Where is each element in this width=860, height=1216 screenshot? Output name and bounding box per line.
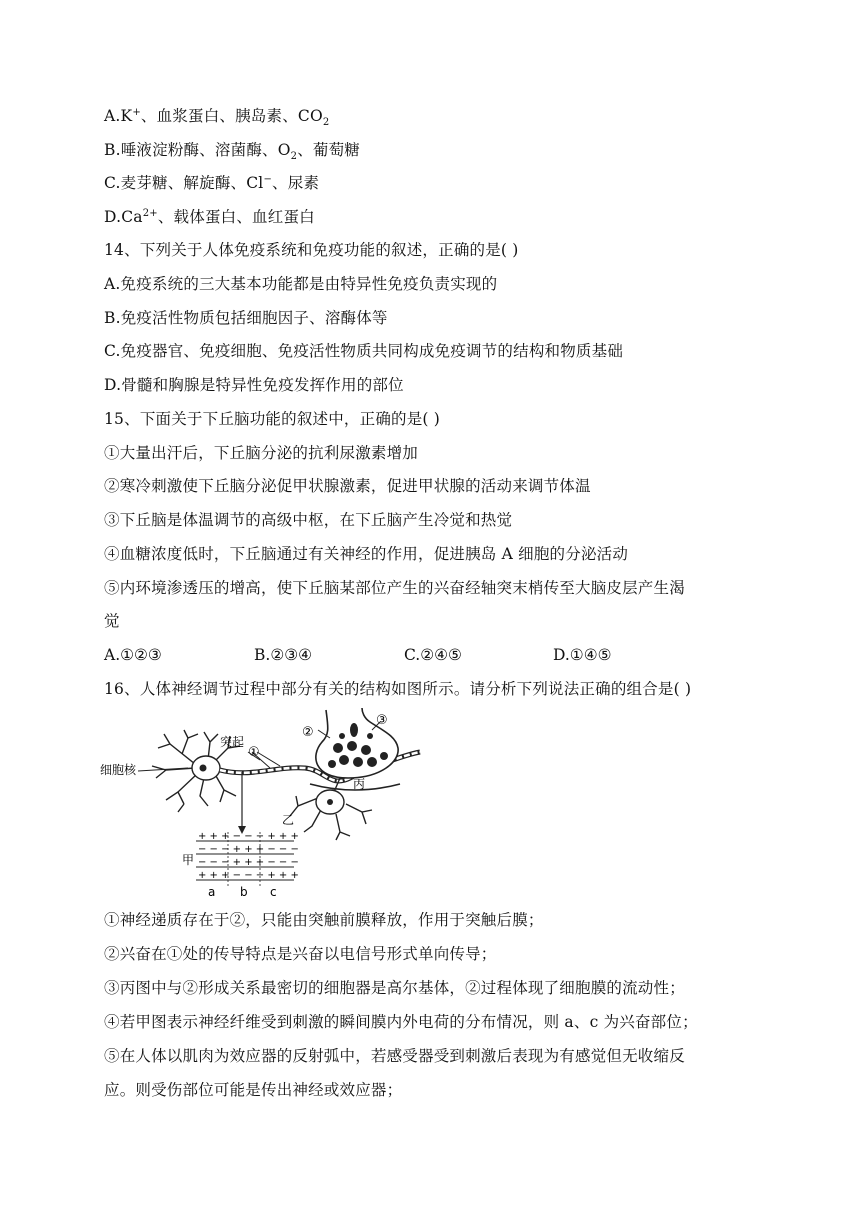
charge-row-1: + + + − − − + + + (198, 831, 299, 842)
right-neuron-nucleus (327, 799, 333, 805)
charge-row-2: − − − + + + − − − (198, 844, 299, 855)
label-b: b (240, 885, 248, 898)
q15-option-a: A.①②③ (104, 646, 162, 664)
q15-item-2: ②寒冷刺激使下丘脑分泌促甲状腺激素，促进甲状腺的活动来调节体温 (104, 477, 591, 495)
q16-stem: 16、人体神经调节过程中部分有关的结构如图所示。请分析下列说法正确的组合是( ) (104, 680, 692, 698)
label-yi: 乙 (282, 813, 295, 827)
q16-item-5: ⑤在人体以肌肉为效应器的反射弧中，若感受器受到刺激后表现为有感觉但无收缩反 (104, 1047, 685, 1065)
q15-item-1: ①大量出汗后，下丘脑分泌的抗利尿激素增加 (104, 444, 419, 462)
label-a: a (208, 885, 216, 898)
q14-option-d: D.骨髓和胸腺是特异性免疫发挥作用的部位 (104, 376, 404, 394)
label-c: c (270, 885, 277, 898)
q16-item-2: ②兴奋在①处的传导特点是兴奋以电信号形式单向传导； (104, 945, 497, 963)
charge-row-3: − − − + + + − − − (198, 857, 299, 868)
q15-stem: 15、下面关于下丘脑功能的叙述中，正确的是( ) (104, 410, 441, 428)
q15-item-3: ③下丘脑是体温调节的高级中枢，在下丘脑产生冷觉和热觉 (104, 511, 513, 529)
charge-row-4: + + + − − − + + + (198, 870, 299, 881)
neuron-synapse-figure (100, 708, 520, 898)
label-marker-1: ① (248, 745, 260, 760)
label-marker-2: ② (302, 725, 314, 740)
q16-item-3: ③丙图中与②形成关系最密切的细胞器是高尔基体，②过程体现了细胞膜的流动性； (104, 979, 685, 997)
q13-option-c: C.麦芽糖、解旋酶、Cl−、尿素 (104, 173, 320, 192)
q13-option-a: A.K+、血浆蛋白、胰岛素、$CO_2$ (104, 106, 330, 129)
q14-stem: 14、下列关于人体免疫系统和免疫功能的叙述，正确的是( ) (104, 241, 519, 259)
q13-option-d: $D.Ca^{2+}$、载体蛋白、血红蛋白 (104, 207, 315, 226)
label-cell-nucleus: 细胞核 (100, 763, 137, 777)
label-bing: 丙 (353, 777, 366, 791)
q14-option-a: A.免疫系统的三大基本功能都是由特异性免疫负责实现的 (104, 275, 498, 293)
label-marker-3: ③ (376, 713, 388, 728)
q16-item-4: ④若甲图表示神经纤维受到刺激的瞬间膜内外电荷的分布情况，则 a、c 为兴奋部位； (104, 1013, 698, 1031)
q14-option-c: C.免疫器官、免疫细胞、免疫活性物质共同构成免疫调节的结构和物质基础 (104, 342, 624, 360)
q13-option-b: B.唾液淀粉酶、溶菌酶、$O_2$、葡萄糖 (104, 141, 361, 163)
q14-option-b: B.免疫活性物质包括细胞因子、溶酶体等 (104, 309, 388, 327)
q15-item-4: ④血糖浓度低时，下丘脑通过有关神经的作用，促进胰岛 A 细胞的分泌活动 (104, 545, 629, 563)
q15-option-c: C.②④⑤ (404, 646, 462, 664)
q15-item-5-cont: 觉 (104, 612, 120, 630)
q15-option-d: D.①④⑤ (553, 646, 612, 664)
label-jia: 甲 (182, 853, 195, 867)
q15-option-b: B.②③④ (254, 646, 313, 664)
jia-charge-table (182, 831, 299, 898)
q16-item-5-cont: 应。则受伤部位可能是传出神经或效应器； (104, 1081, 403, 1099)
q15-item-5: ⑤内环境渗透压的增高，使下丘脑某部位产生的兴奋经轴突末梢传至大脑皮层产生渴 (104, 579, 685, 597)
q16-item-1: ①神经递质存在于②，只能由突触前膜释放，作用于突触后膜； (104, 911, 544, 929)
neuron-diagram (100, 708, 520, 898)
left-neuron-nucleus (200, 765, 207, 772)
label-protrusion: 突起 (220, 735, 245, 749)
